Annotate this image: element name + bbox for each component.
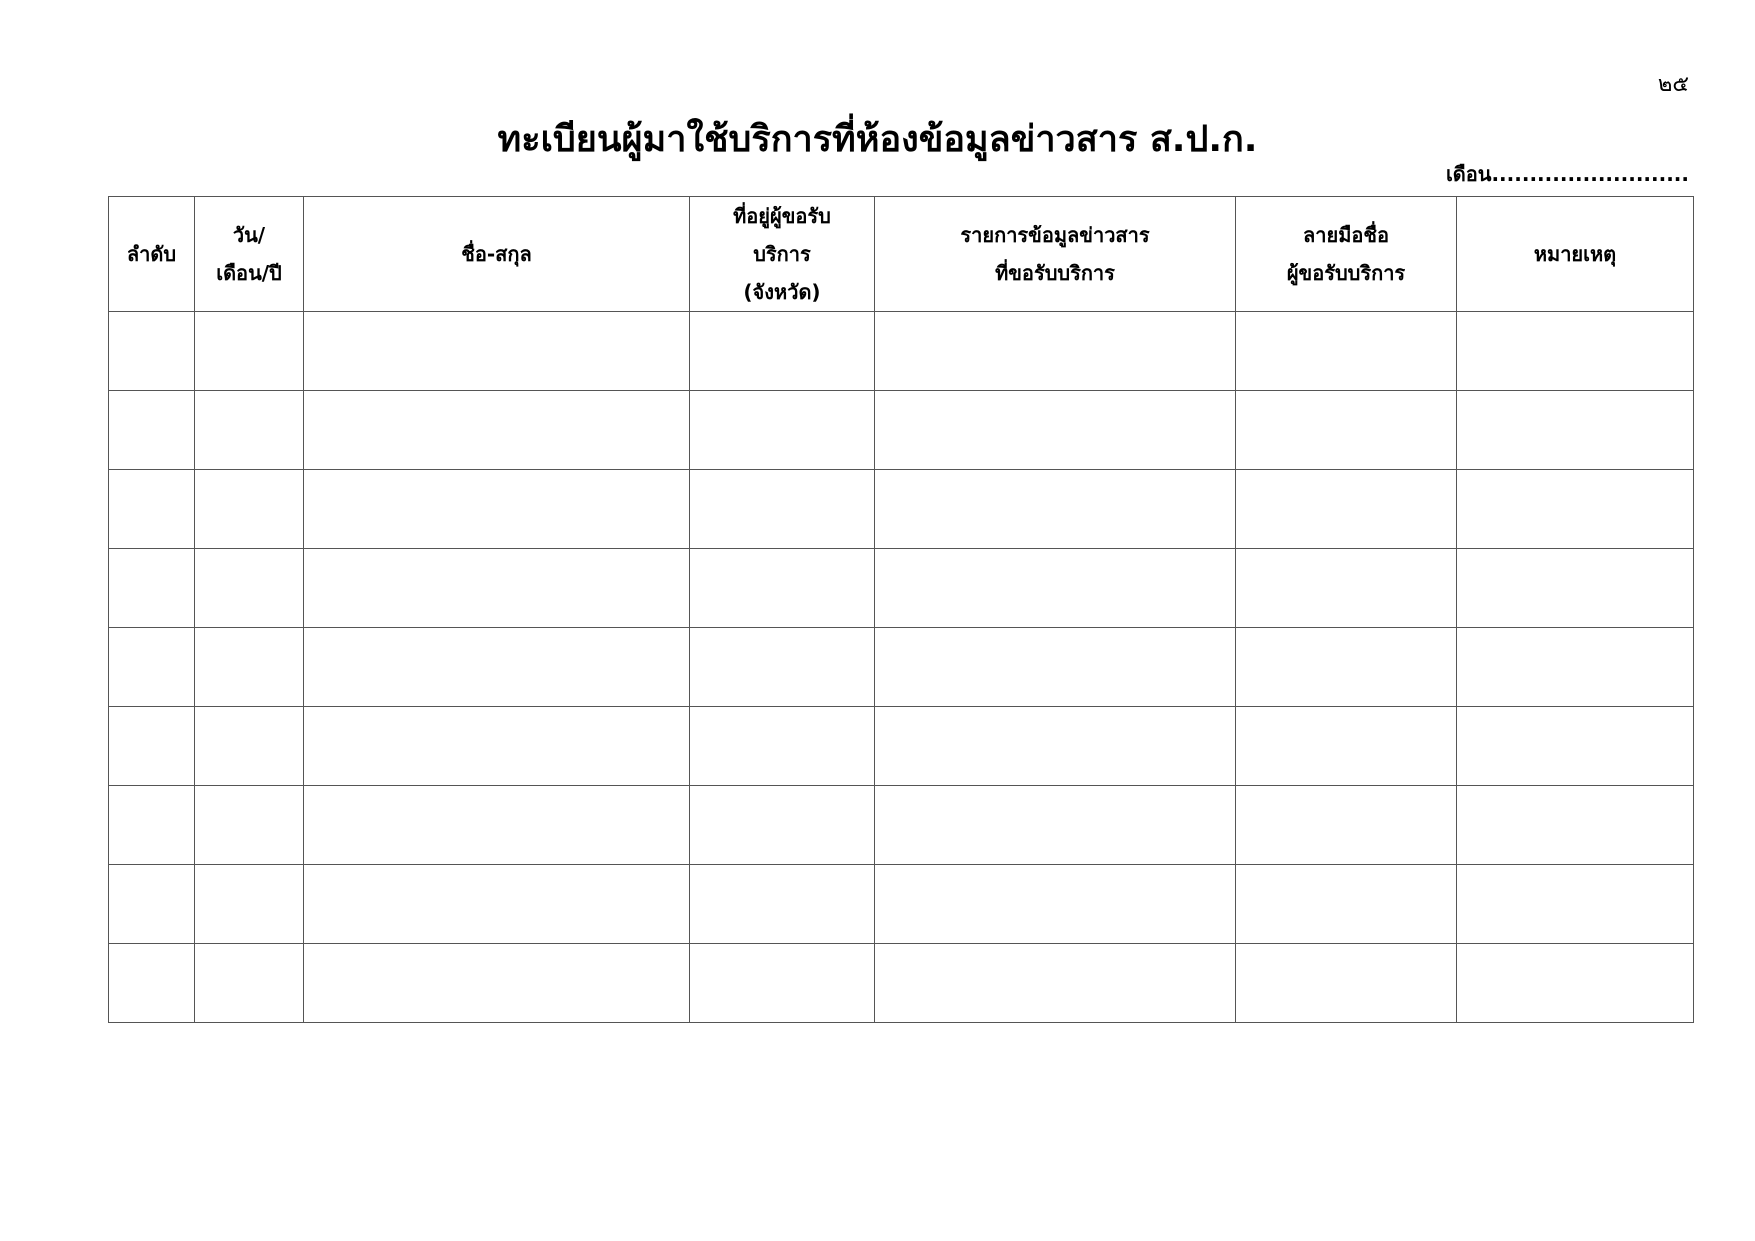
table-row — [109, 312, 1694, 391]
cell-information[interactable] — [875, 944, 1236, 1023]
cell-date[interactable] — [195, 391, 304, 470]
cell-remarks[interactable] — [1457, 470, 1694, 549]
register-table — [108, 196, 1694, 1023]
cell-no[interactable] — [109, 470, 195, 549]
header-information-requested: รายการข้อมูลข่าวสาร ที่ขอรับบริการ — [875, 197, 1236, 312]
cell-signature[interactable] — [1236, 470, 1457, 549]
cell-name[interactable] — [304, 944, 690, 1023]
cell-address[interactable] — [690, 470, 875, 549]
table-row — [109, 786, 1694, 865]
cell-date[interactable] — [195, 944, 304, 1023]
table-row — [109, 865, 1694, 944]
cell-remarks[interactable] — [1457, 549, 1694, 628]
table-body — [109, 312, 1694, 1023]
cell-name[interactable] — [304, 786, 690, 865]
cell-address[interactable] — [690, 312, 875, 391]
cell-address[interactable] — [690, 628, 875, 707]
cell-signature[interactable] — [1236, 312, 1457, 391]
table-row — [109, 944, 1694, 1023]
cell-date[interactable] — [195, 786, 304, 865]
table-row — [109, 391, 1694, 470]
cell-date[interactable] — [195, 549, 304, 628]
cell-address[interactable] — [690, 865, 875, 944]
cell-information[interactable] — [875, 628, 1236, 707]
cell-remarks[interactable] — [1457, 391, 1694, 470]
page-number: ๒๕ — [1657, 72, 1689, 97]
cell-name[interactable] — [304, 391, 690, 470]
cell-remarks[interactable] — [1457, 944, 1694, 1023]
cell-address[interactable] — [690, 944, 875, 1023]
cell-date[interactable] — [195, 707, 304, 786]
cell-name[interactable] — [304, 470, 690, 549]
cell-no[interactable] — [109, 865, 195, 944]
header-name: ชื่อ-สกุล — [304, 197, 690, 312]
cell-signature[interactable] — [1236, 391, 1457, 470]
cell-information[interactable] — [875, 865, 1236, 944]
cell-no[interactable] — [109, 549, 195, 628]
cell-name[interactable] — [304, 628, 690, 707]
cell-signature[interactable] — [1236, 707, 1457, 786]
cell-information[interactable] — [875, 470, 1236, 549]
cell-address[interactable] — [690, 786, 875, 865]
cell-information[interactable] — [875, 312, 1236, 391]
table-row — [109, 470, 1694, 549]
table-row — [109, 549, 1694, 628]
cell-address[interactable] — [690, 549, 875, 628]
cell-remarks[interactable] — [1457, 707, 1694, 786]
cell-no[interactable] — [109, 707, 195, 786]
cell-date[interactable] — [195, 470, 304, 549]
cell-name[interactable] — [304, 312, 690, 391]
cell-information[interactable] — [875, 786, 1236, 865]
cell-date[interactable] — [195, 628, 304, 707]
cell-information[interactable] — [875, 391, 1236, 470]
cell-remarks[interactable] — [1457, 786, 1694, 865]
cell-information[interactable] — [875, 707, 1236, 786]
header-signature: ลายมือชื่อ ผู้ขอรับบริการ — [1236, 197, 1457, 312]
cell-address[interactable] — [690, 391, 875, 470]
cell-name[interactable] — [304, 865, 690, 944]
cell-name[interactable] — [304, 549, 690, 628]
cell-signature[interactable] — [1236, 786, 1457, 865]
table-header-row — [109, 197, 1694, 312]
cell-address[interactable] — [690, 707, 875, 786]
table-row — [109, 707, 1694, 786]
cell-remarks[interactable] — [1457, 312, 1694, 391]
cell-date[interactable] — [195, 312, 304, 391]
cell-information[interactable] — [875, 549, 1236, 628]
header-date: วัน/ เดือน/ปี — [195, 197, 304, 312]
document-title: ทะเบียนผู้มาใช้บริการที่ห้องข้อมูลข่าวสาร ส.ป.ก. — [497, 119, 1258, 160]
cell-date[interactable] — [195, 865, 304, 944]
cell-no[interactable] — [109, 944, 195, 1023]
cell-signature[interactable] — [1236, 549, 1457, 628]
cell-signature[interactable] — [1236, 865, 1457, 944]
cell-no[interactable] — [109, 628, 195, 707]
cell-remarks[interactable] — [1457, 628, 1694, 707]
table-row — [109, 628, 1694, 707]
cell-no[interactable] — [109, 312, 195, 391]
header-remarks: หมายเหตุ — [1457, 197, 1694, 312]
month-field[interactable]: เดือน.......................... — [1445, 162, 1689, 186]
cell-name[interactable] — [304, 707, 690, 786]
header-address: ที่อยู่ผู้ขอรับ บริการ (จังหวัด) — [690, 197, 875, 312]
cell-no[interactable] — [109, 786, 195, 865]
cell-remarks[interactable] — [1457, 865, 1694, 944]
header-no: ลำดับ — [109, 197, 195, 312]
cell-no[interactable] — [109, 391, 195, 470]
cell-signature[interactable] — [1236, 944, 1457, 1023]
cell-signature[interactable] — [1236, 628, 1457, 707]
